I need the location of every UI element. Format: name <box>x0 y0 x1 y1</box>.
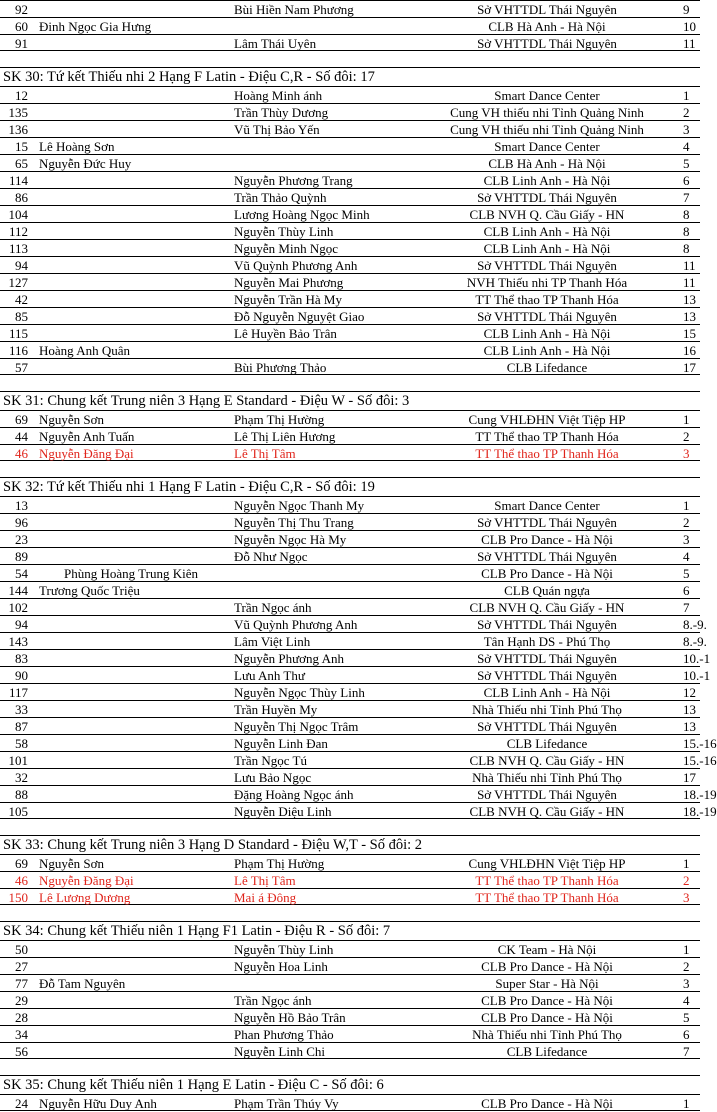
female-dancer: Nguyễn Thị Ngọc Trâm <box>234 719 359 734</box>
female-dancer: Nguyễn Linh Đan <box>234 736 328 751</box>
table-row <box>0 1094 700 1111</box>
couple-number: 92 <box>15 2 28 17</box>
female-dancer: Phạm Thị Hường <box>234 856 325 871</box>
placement: 2 <box>683 873 690 888</box>
couple-number: 56 <box>15 1044 28 1059</box>
table-row <box>0 171 700 188</box>
club-name: Smart Dance Center <box>494 498 600 513</box>
placement: 13 <box>683 719 696 734</box>
placement: 17 <box>683 360 696 375</box>
placement: 5 <box>683 156 690 171</box>
couple-number: 88 <box>15 787 28 802</box>
placement: 18.-19 <box>683 787 717 802</box>
couple-number: 42 <box>15 292 28 307</box>
section-title: SK 32: Tứ kết Thiếu nhi 1 Hạng F Latin - Điệu C,R - Số đôi: 19 <box>3 479 375 495</box>
table-row <box>0 632 707 649</box>
couple-number: 112 <box>8 224 28 239</box>
section-title: SK 34: Chung kết Thiếu niên 1 Hạng F1 Latin - Điệu R - Số đôi: 7 <box>3 923 391 939</box>
female-dancer: Trần Huyền My <box>234 702 318 717</box>
couple-number: 113 <box>8 241 28 256</box>
club-name: TT Thể thao TP Thanh Hóa <box>475 890 619 905</box>
female-dancer: Lưu Bảo Ngọc <box>234 770 312 785</box>
male-dancer: Trương Quốc Triệu <box>39 583 140 598</box>
placement: 2 <box>683 429 690 444</box>
club-name: Sở VHTTDL Thái Nguyên <box>477 787 617 802</box>
club-name: Tân Hạnh DS - Phú Thọ <box>483 634 611 649</box>
club-name: Sở VHTTDL Thái Nguyên <box>477 668 617 683</box>
table-row <box>0 205 700 222</box>
female-dancer: Đặng Hoàng Ngọc ánh <box>234 787 354 802</box>
club-name: Cung VH thiếu nhi Tỉnh Quảng Ninh <box>450 122 644 137</box>
couple-number: 135 <box>8 105 28 120</box>
female-dancer: Trần Ngọc ánh <box>234 993 312 1008</box>
table-row <box>0 307 700 324</box>
table-row <box>0 768 700 785</box>
couple-number: 86 <box>15 190 28 205</box>
club-name: Cung VHLĐHN Việt Tiệp HP <box>468 412 626 427</box>
female-dancer: Phan Phương Thảo <box>234 1027 334 1042</box>
table-row <box>0 530 700 547</box>
couple-number: 28 <box>15 1010 28 1025</box>
table-row <box>0 751 717 768</box>
club-name: CLB Pro Dance - Hà Nội <box>481 1010 613 1025</box>
club-name: CLB Pro Dance - Hà Nội <box>481 959 613 974</box>
female-dancer: Trần Ngọc ánh <box>234 600 312 615</box>
table-row <box>0 17 700 34</box>
table-row <box>0 496 700 513</box>
table-row <box>0 940 700 957</box>
female-dancer: Nguyễn Thị Thu Trang <box>234 515 354 530</box>
table-row <box>0 358 700 375</box>
club-name: CLB Pro Dance - Hà Nội <box>481 532 613 547</box>
female-dancer: Vũ Quỳnh Phương Anh <box>234 258 358 273</box>
table-row <box>0 734 717 751</box>
couple-number: 101 <box>8 753 28 768</box>
club-name: Nhà Thiếu nhi Tỉnh Phú Thọ <box>472 1027 622 1042</box>
female-dancer: Lưu Anh Thư <box>234 668 305 683</box>
placement: 11 <box>683 36 696 51</box>
female-dancer: Nguyễn Phương Anh <box>234 651 344 666</box>
placement: 15.-16 <box>683 736 717 751</box>
table-row <box>0 991 700 1008</box>
table-row <box>0 1042 700 1059</box>
club-name: Sở VHTTDL Thái Nguyên <box>477 651 617 666</box>
table-row <box>0 649 711 666</box>
female-dancer: Lê Thị Liên Hương <box>234 429 336 444</box>
male-dancer: Nguyễn Sơn <box>39 412 105 427</box>
placement: 2 <box>683 959 690 974</box>
placement: 4 <box>683 993 690 1008</box>
club-name: CLB NVH Q. Cầu Giấy - HN <box>469 804 625 819</box>
couple-number: 60 <box>15 19 28 34</box>
couple-number: 115 <box>8 326 28 341</box>
table-row <box>0 1008 700 1025</box>
club-name: CLB Pro Dance - Hà Nội <box>481 1096 613 1111</box>
female-dancer: Bùi Phương Thảo <box>234 360 327 375</box>
club-name: Sở VHTTDL Thái Nguyên <box>477 36 617 51</box>
couple-number: 136 <box>8 122 28 137</box>
male-dancer: Nguyễn Sơn <box>39 856 105 871</box>
table-row <box>0 86 700 103</box>
placement: 3 <box>683 446 690 461</box>
placement: 1 <box>683 942 690 957</box>
club-name: Sở VHTTDL Thái Nguyên <box>477 190 617 205</box>
club-name: CLB Lifedance <box>506 360 588 375</box>
table-row <box>0 256 700 273</box>
couple-number: 117 <box>8 685 28 700</box>
female-dancer: Bùi Hiền Nam Phương <box>234 2 354 17</box>
female-dancer: Lê Huyền Bảo Trân <box>234 326 337 341</box>
couple-number: 32 <box>15 770 28 785</box>
couple-number: 87 <box>15 719 28 734</box>
placement: 18.-19 <box>683 804 717 819</box>
female-dancer: Nguyễn Ngọc Thùy Linh <box>234 685 365 700</box>
couple-number: 102 <box>8 600 28 615</box>
couple-number: 94 <box>15 617 28 632</box>
table-row <box>0 785 717 802</box>
table-row <box>0 581 700 598</box>
club-name: CLB Linh Anh - Hà Nội <box>483 685 611 700</box>
female-dancer: Lê Thị Tâm <box>234 873 296 888</box>
female-dancer: Nguyễn Minh Ngọc <box>234 241 338 256</box>
female-dancer: Lê Thị Tâm <box>234 446 296 461</box>
club-name: Cung VH thiếu nhi Tỉnh Quảng Ninh <box>450 105 644 120</box>
club-name: Nhà Thiếu nhi Tỉnh Phú Thọ <box>472 702 622 717</box>
couple-number: 44 <box>15 429 28 444</box>
placement: 1 <box>683 856 690 871</box>
placement: 5 <box>683 566 690 581</box>
female-dancer: Nguyễn Ngọc Hà My <box>234 532 347 547</box>
club-name: CLB NVH Q. Cầu Giấy - HN <box>469 600 625 615</box>
couple-number: 127 <box>8 275 28 290</box>
female-dancer: Nguyễn Thùy Linh <box>234 224 334 239</box>
club-name: Sở VHTTDL Thái Nguyên <box>477 617 617 632</box>
male-dancer: Nguyễn Anh Tuấn <box>39 429 135 444</box>
placement: 12 <box>683 685 696 700</box>
placement: 10.-1 <box>683 668 711 683</box>
couple-number: 33 <box>15 702 28 717</box>
placement: 11 <box>683 258 696 273</box>
couple-number: 144 <box>8 583 28 598</box>
placement: 8.-9. <box>683 617 707 632</box>
couple-number: 58 <box>15 736 28 751</box>
placement: 6 <box>683 1027 690 1042</box>
table-row <box>0 598 700 615</box>
couple-number: 143 <box>8 634 28 649</box>
couple-number: 96 <box>15 515 28 530</box>
female-dancer: Mai á Đông <box>234 890 297 905</box>
couple-number: 90 <box>15 668 28 683</box>
placement: 17 <box>683 770 696 785</box>
placement: 15 <box>683 326 696 341</box>
table-row <box>0 120 700 137</box>
table-row <box>0 154 700 171</box>
club-name: CLB Quán ngựa <box>504 583 590 598</box>
placement: 2 <box>683 105 690 120</box>
placement: 16 <box>683 343 696 358</box>
table-row <box>0 666 711 683</box>
club-name: CK Team - Hà Nội <box>497 942 597 957</box>
couple-number: 57 <box>15 360 28 375</box>
female-dancer: Phạm Trần Thúy Vy <box>234 1096 339 1111</box>
couple-number: 104 <box>8 207 28 222</box>
table-row <box>0 273 700 290</box>
couple-number: 94 <box>15 258 28 273</box>
club-name: TT Thể thao TP Thanh Hóa <box>475 446 619 461</box>
table-row <box>0 615 707 632</box>
table-row <box>0 34 700 51</box>
table-row <box>0 410 700 427</box>
club-name: Cung VHLĐHN Việt Tiệp HP <box>468 856 626 871</box>
table-row <box>0 444 700 461</box>
placement: 3 <box>683 890 690 905</box>
male-dancer: Hoàng Anh Quân <box>39 343 130 358</box>
couple-number: 34 <box>15 1027 28 1042</box>
club-name: Super Star - Hà Nội <box>495 976 599 991</box>
couple-number: 13 <box>15 498 28 513</box>
club-name: CLB Linh Anh - Hà Nội <box>483 173 611 188</box>
placement: 10 <box>683 19 696 34</box>
section-title: SK 30: Tứ kết Thiếu nhi 2 Hạng F Latin - Điệu C,R - Số đôi: 17 <box>3 69 375 85</box>
section-title: SK 33: Chung kết Trung niên 3 Hạng D Standard - Điệu W,T - Số đôi: 2 <box>3 837 423 853</box>
club-name: CLB Lifedance <box>506 736 588 751</box>
table-row <box>0 239 700 256</box>
club-name: NVH Thiếu nhi TP Thanh Hóa <box>466 275 628 290</box>
club-name: Smart Dance Center <box>494 88 600 103</box>
placement: 11 <box>683 275 696 290</box>
club-name: Nhà Thiếu nhi Tỉnh Phú Thọ <box>472 770 622 785</box>
club-name: CLB Pro Dance - Hà Nội <box>481 566 613 581</box>
couple-number: 29 <box>15 993 28 1008</box>
couple-number: 46 <box>15 873 28 888</box>
female-dancer: Nguyễn Ngọc Thanh My <box>234 498 365 513</box>
couple-number: 83 <box>15 651 28 666</box>
female-dancer: Nguyễn Hoa Linh <box>234 959 328 974</box>
placement: 8 <box>683 207 690 222</box>
placement: 13 <box>683 702 696 717</box>
table-row <box>0 888 700 905</box>
placement: 7 <box>683 190 690 205</box>
placement: 9 <box>683 2 690 17</box>
couple-number: 50 <box>15 942 28 957</box>
placement: 6 <box>683 173 690 188</box>
section-title: SK 35: Chung kết Thiếu niên 1 Hạng E Latin - Điệu C - Số đôi: 6 <box>3 1077 384 1093</box>
couple-number: 27 <box>15 959 28 974</box>
female-dancer: Nguyễn Trần Hà My <box>234 292 342 307</box>
placement: 7 <box>683 1044 690 1059</box>
table-row <box>0 0 700 17</box>
female-dancer: Lâm Thái Uyên <box>234 36 317 51</box>
placement: 8.-9. <box>683 634 707 649</box>
club-name: CLB Hà Anh - Hà Nội <box>488 19 606 34</box>
table-row <box>0 341 700 358</box>
female-dancer: Trần Thảo Quỳnh <box>234 190 327 205</box>
couple-number: 12 <box>15 88 28 103</box>
table-row <box>0 957 700 974</box>
placement: 2 <box>683 515 690 530</box>
club-name: CLB Linh Anh - Hà Nội <box>483 326 611 341</box>
table-row <box>0 290 700 307</box>
table-row <box>0 188 700 205</box>
couple-number: 89 <box>15 549 28 564</box>
table-row <box>0 137 700 154</box>
club-name: CLB Hà Anh - Hà Nội <box>488 156 606 171</box>
club-name: Smart Dance Center <box>494 139 600 154</box>
placement: 4 <box>683 549 690 564</box>
placement: 5 <box>683 1010 690 1025</box>
female-dancer: Đỗ Nguyễn Nguyệt Giao <box>234 309 365 324</box>
female-dancer: Nguyễn Hồ Bảo Trân <box>234 1010 346 1025</box>
male-dancer: Nguyễn Đăng Đại <box>39 873 134 888</box>
placement: 8 <box>683 241 690 256</box>
table-row <box>0 683 700 700</box>
club-name: TT Thể thao TP Thanh Hóa <box>475 429 619 444</box>
couple-number: 150 <box>8 890 28 905</box>
section-title: SK 31: Chung kết Trung niên 3 Hạng E Standard - Điệu W - Số đôi: 3 <box>3 393 410 409</box>
table-row <box>0 974 700 991</box>
placement: 10.-1 <box>683 651 711 666</box>
female-dancer: Đỗ Như Ngọc <box>234 549 308 564</box>
club-name: CLB Pro Dance - Hà Nội <box>481 993 613 1008</box>
couple-number: 54 <box>15 566 28 581</box>
female-dancer: Nguyễn Thùy Linh <box>234 942 334 957</box>
placement: 4 <box>683 139 690 154</box>
placement: 1 <box>683 498 690 513</box>
table-row <box>0 717 700 734</box>
club-name: CLB NVH Q. Cầu Giấy - HN <box>469 753 625 768</box>
placement: 13 <box>683 292 696 307</box>
female-dancer: Lương Hoàng Ngọc Minh <box>234 207 370 222</box>
club-name: Sở VHTTDL Thái Nguyên <box>477 309 617 324</box>
female-dancer: Trần Thùy Dương <box>234 105 329 120</box>
female-dancer: Nguyễn Phương Trang <box>234 173 353 188</box>
club-name: CLB NVH Q. Cầu Giấy - HN <box>469 207 625 222</box>
couple-number: 69 <box>15 412 28 427</box>
female-dancer: Vũ Thị Bảo Yến <box>234 122 320 137</box>
female-dancer: Trần Ngọc Tú <box>234 753 307 768</box>
placement: 6 <box>683 583 690 598</box>
placement: 1 <box>683 88 690 103</box>
club-name: CLB Linh Anh - Hà Nội <box>483 241 611 256</box>
couple-number: 105 <box>8 804 28 819</box>
male-dancer: Đinh Ngọc Gia Hưng <box>39 19 152 34</box>
couple-number: 69 <box>15 856 28 871</box>
club-name: Sở VHTTDL Thái Nguyên <box>477 515 617 530</box>
club-name: Sở VHTTDL Thái Nguyên <box>477 719 617 734</box>
table-row <box>0 564 700 581</box>
table-row <box>0 547 700 564</box>
female-dancer: Nguyễn Linh Chi <box>234 1044 325 1059</box>
placement: 8 <box>683 224 690 239</box>
club-name: CLB Linh Anh - Hà Nội <box>483 224 611 239</box>
club-name: Sở VHTTDL Thái Nguyên <box>477 2 617 17</box>
placement: 15.-16 <box>683 753 717 768</box>
female-dancer: Phạm Thị Hường <box>234 412 325 427</box>
male-dancer: Nguyễn Hữu Duy Anh <box>39 1096 157 1111</box>
table-row <box>0 427 700 444</box>
female-dancer: Nguyễn Diệu Linh <box>234 804 332 819</box>
table-row <box>0 700 700 717</box>
table-row <box>0 513 700 530</box>
couple-number: 114 <box>8 173 28 188</box>
couple-number: 24 <box>15 1096 28 1111</box>
couple-number: 116 <box>8 343 28 358</box>
club-name: CLB Linh Anh - Hà Nội <box>483 343 611 358</box>
placement: 3 <box>683 532 690 547</box>
male-dancer: Lê Hoàng Sơn <box>39 139 115 154</box>
table-row <box>0 871 700 888</box>
table-row <box>0 854 700 871</box>
table-row <box>0 324 700 341</box>
table-row <box>0 103 700 120</box>
couple-number: 65 <box>15 156 28 171</box>
couple-number: 23 <box>15 532 28 547</box>
couple-number: 46 <box>15 446 28 461</box>
male-dancer: Nguyễn Đức Huy <box>39 156 132 171</box>
club-name: TT Thể thao TP Thanh Hóa <box>475 873 619 888</box>
male-dancer: Đỗ Tam Nguyên <box>39 976 126 991</box>
male-dancer: Nguyễn Đăng Đại <box>39 446 134 461</box>
club-name: Sở VHTTDL Thái Nguyên <box>477 258 617 273</box>
couple-number: 15 <box>15 139 28 154</box>
couple-number: 91 <box>15 36 28 51</box>
club-name: TT Thể thao TP Thanh Hóa <box>475 292 619 307</box>
female-dancer: Nguyễn Mai Phương <box>234 275 344 290</box>
female-dancer: Hoàng Minh ánh <box>234 88 323 103</box>
placement: 1 <box>683 1096 690 1111</box>
table-row <box>0 1025 700 1042</box>
table-row <box>0 802 717 819</box>
female-dancer: Vũ Quỳnh Phương Anh <box>234 617 358 632</box>
couple-number: 85 <box>15 309 28 324</box>
female-dancer: Lâm Việt Linh <box>234 634 311 649</box>
placement: 1 <box>683 412 690 427</box>
male-dancer: Phùng Hoàng Trung Kiên <box>64 566 198 581</box>
placement: 13 <box>683 309 696 324</box>
club-name: CLB Lifedance <box>506 1044 588 1059</box>
placement: 7 <box>683 600 690 615</box>
placement: 3 <box>683 976 690 991</box>
table-row <box>0 222 700 239</box>
male-dancer: Lê Lương Dương <box>39 890 131 905</box>
placement: 3 <box>683 122 690 137</box>
club-name: Sở VHTTDL Thái Nguyên <box>477 549 617 564</box>
couple-number: 77 <box>15 976 28 991</box>
